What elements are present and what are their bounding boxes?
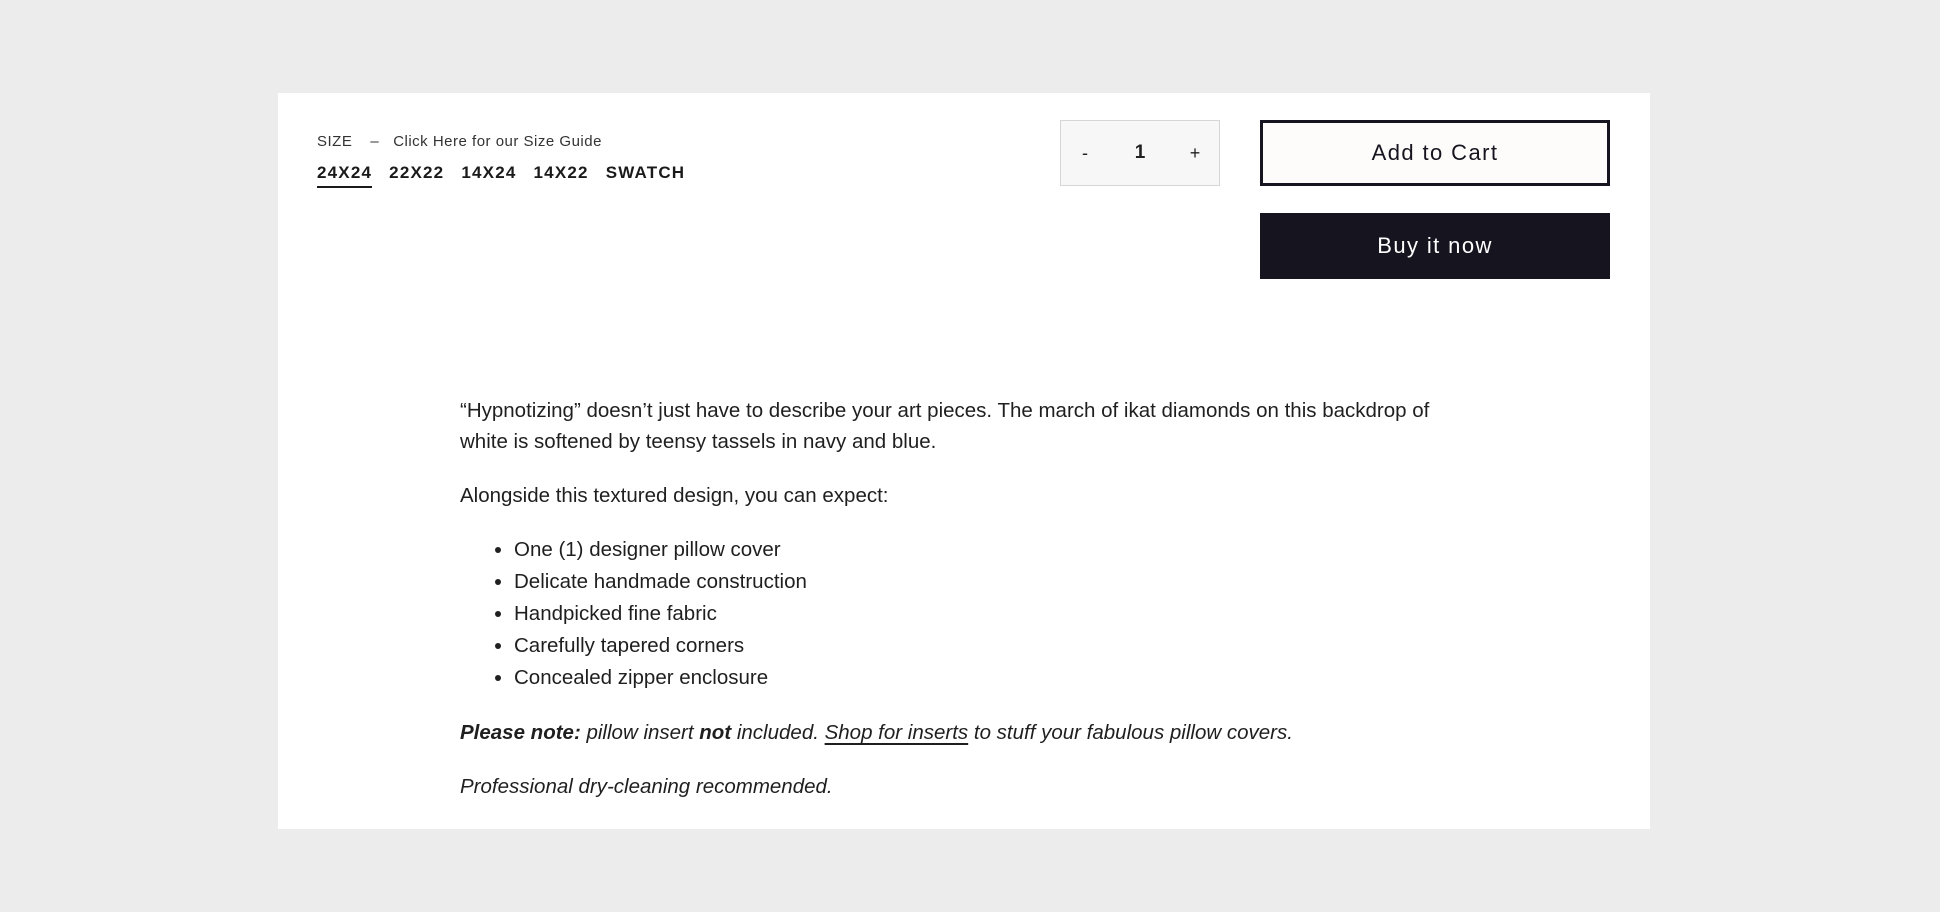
list-item: • Concealed zipper enclosure: [514, 662, 1480, 694]
description-intro: “Hypnotizing” doesn’t just have to describe your art pieces. The march of ikat diamonds on this backdrop of white is softened by teensy tassels in navy and blue.: [460, 399, 1430, 453]
quantity-increment-button[interactable]: +: [1189, 142, 1201, 163]
quantity-decrement-button[interactable]: -: [1082, 142, 1088, 163]
size-label-row: [317, 133, 602, 150]
note-text-3: to stuff your fabulous pillow covers.: [968, 721, 1293, 744]
feature-list: [460, 534, 1480, 694]
shop-inserts-link[interactable]: Shop for inserts: [824, 721, 969, 744]
quantity-stepper: [1060, 120, 1220, 186]
size-label: SIZE: [317, 133, 353, 150]
size-option-swatch[interactable]: SWATCH: [605, 163, 686, 182]
size-guide-link[interactable]: Click Here for our Size Guide: [393, 133, 602, 150]
note-text-2: included.: [731, 721, 825, 744]
add-to-cart-button[interactable]: Add to Cart: [1260, 120, 1610, 186]
size-separator: –: [370, 133, 380, 150]
note-label: Please note:: [460, 721, 581, 744]
buy-it-now-button[interactable]: Buy it now: [1260, 213, 1610, 279]
size-option-22x22[interactable]: 22X22: [389, 163, 445, 182]
list-item: • Handpicked fine fabric: [514, 598, 1480, 630]
insert-note: [460, 717, 1480, 748]
note-emphasis: not: [699, 721, 732, 744]
size-option-14x24[interactable]: 14X24: [461, 163, 517, 182]
list-item: • Carefully tapered corners: [514, 630, 1480, 662]
care-instructions: Professional dry-cleaning recommended.: [460, 775, 833, 798]
size-option-14x22[interactable]: 14X22: [533, 163, 589, 182]
note-text-1: pillow insert: [580, 721, 700, 744]
size-options: [317, 163, 685, 188]
size-option-24x24[interactable]: 24X24: [317, 163, 372, 188]
product-form-card: [278, 93, 1650, 829]
description-expect: Alongside this textured design, you can expect:: [460, 484, 889, 507]
list-item: • Delicate handmade construction: [514, 566, 1480, 598]
quantity-input[interactable]: 1: [1134, 142, 1146, 163]
product-description: [460, 395, 1480, 825]
list-item: • One (1) designer pillow cover: [514, 534, 1480, 566]
